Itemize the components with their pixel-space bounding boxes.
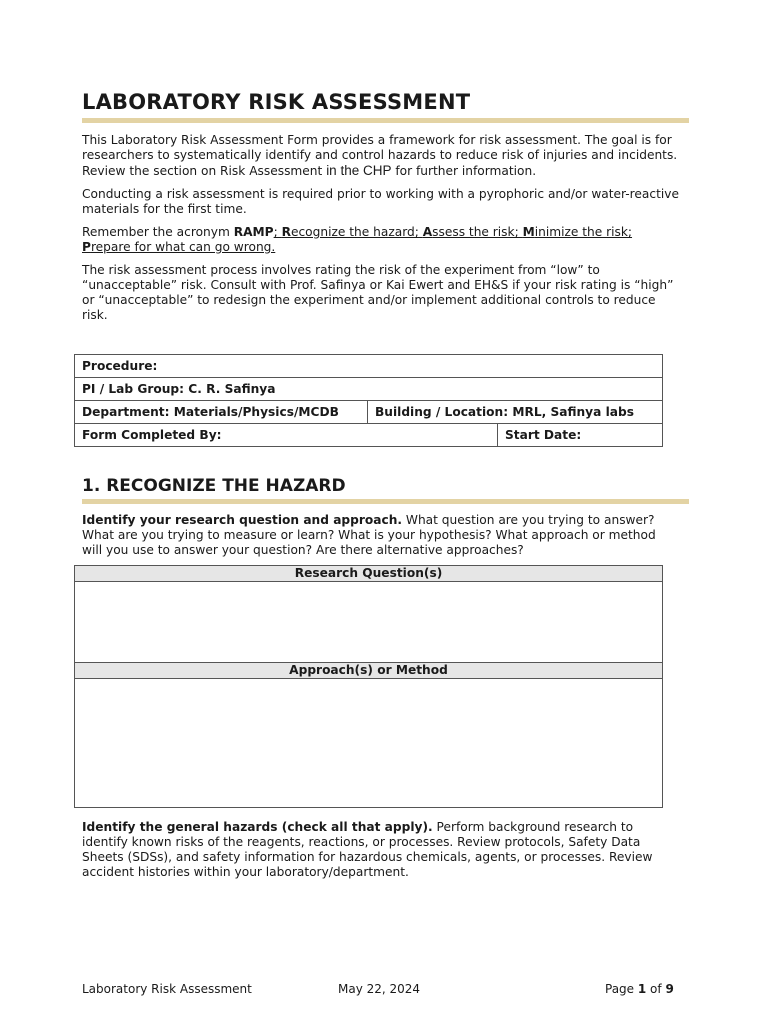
general-hazards-instructions — [82, 820, 676, 880]
intro-paragraph-4: The risk assessment process involves rating the risk of the experiment from “low” to “unacceptable” risk. Consult with Prof. Safinya or Kai Ewert and EH&S if your risk rating is “high” or “unacceptable” to redesign the experiment and/or implement additional controls to reduce risk. — [82, 263, 674, 322]
pi-lab-group-field[interactable]: PI / Lab Group: C. R. Safinya — [75, 378, 663, 401]
ramp-r-letter: R — [281, 225, 291, 239]
ramp-sep: ; — [273, 225, 282, 239]
general-hazards-text: Perform background research to identify known risks of the reagents, reactions, or processes. Review protocols, Safety Data Sheets (SDSs), and safety information for hazardous chemicals, agents, or processes. Review accident histories within your laboratory/department. — [82, 820, 653, 879]
title-rule — [82, 118, 689, 123]
research-question-instructions — [82, 513, 676, 558]
form-completed-by-field[interactable]: Form Completed By: — [75, 424, 498, 447]
intro-paragraph-2: Conducting a risk assessment is required prior to working with a pyrophoric and/or water-reactive materials for the first time. — [82, 187, 679, 216]
research-question-lead: Identify your research question and approach. — [82, 513, 403, 527]
ramp-m-text: inimize the risk; — [534, 225, 633, 239]
research-question-text: What question are you trying to answer? What are you trying to measure or learn? What is your hypothesis? What approach or method will you use to answer your question? Are there alternative approaches? — [82, 513, 656, 557]
approach-method-header: Approach(s) or Method — [74, 662, 663, 679]
start-date-field[interactable]: Start Date: — [498, 424, 663, 447]
section-1-heading: 1. RECOGNIZE THE HAZARD — [82, 476, 346, 496]
research-question-header: Research Question(s) — [74, 565, 663, 582]
ramp-acronym: RAMP — [233, 225, 274, 239]
section-1-rule — [82, 499, 689, 504]
procedure-field[interactable]: Procedure: — [75, 355, 663, 378]
ramp-m-letter: M — [522, 225, 535, 239]
ramp-p-letter: P — [82, 240, 91, 254]
intro-paragraph-1 — [82, 133, 682, 179]
footer-page-number — [605, 982, 674, 996]
footer-document-name: Laboratory Risk Assessment — [82, 982, 252, 996]
ramp-lead: Remember the acronym — [82, 225, 234, 239]
department-field[interactable]: Department: Materials/Physics/MCDB — [75, 401, 368, 424]
ramp-r-text: ecognize the hazard; — [290, 225, 423, 239]
research-question-input-area[interactable] — [74, 582, 663, 663]
building-location-field[interactable]: Building / Location: MRL, Safinya labs — [368, 401, 663, 424]
intro-paragraph-ramp — [82, 225, 682, 255]
footer-page-current: 1 — [637, 982, 647, 996]
ramp-a-text: ssess the risk; — [432, 225, 523, 239]
footer-date: May 22, 2024 — [338, 982, 421, 996]
ramp-p-text: repare for what can go wrong. — [90, 240, 276, 254]
procedure-info-table — [74, 354, 663, 447]
footer-of-word: of — [646, 982, 666, 996]
intro-p1-end: for further information. — [391, 164, 537, 178]
chp-link[interactable]: in the CHP — [326, 163, 392, 178]
ramp-a-letter: A — [422, 225, 433, 239]
general-hazards-lead: Identify the general hazards (check all that apply). — [82, 820, 433, 834]
document-title: LABORATORY RISK ASSESSMENT — [82, 90, 471, 114]
footer-page-total: 9 — [665, 982, 674, 996]
intro-p1-main: This Laboratory Risk Assessment Form provides a framework for risk assessment. The goal is for researchers to systematically identify and control hazards to reduce risk of injuries and incidents. Review the section on Risk Assessment — [82, 133, 678, 178]
footer-page-word: Page — [605, 982, 638, 996]
approach-method-input-area[interactable] — [74, 679, 663, 808]
